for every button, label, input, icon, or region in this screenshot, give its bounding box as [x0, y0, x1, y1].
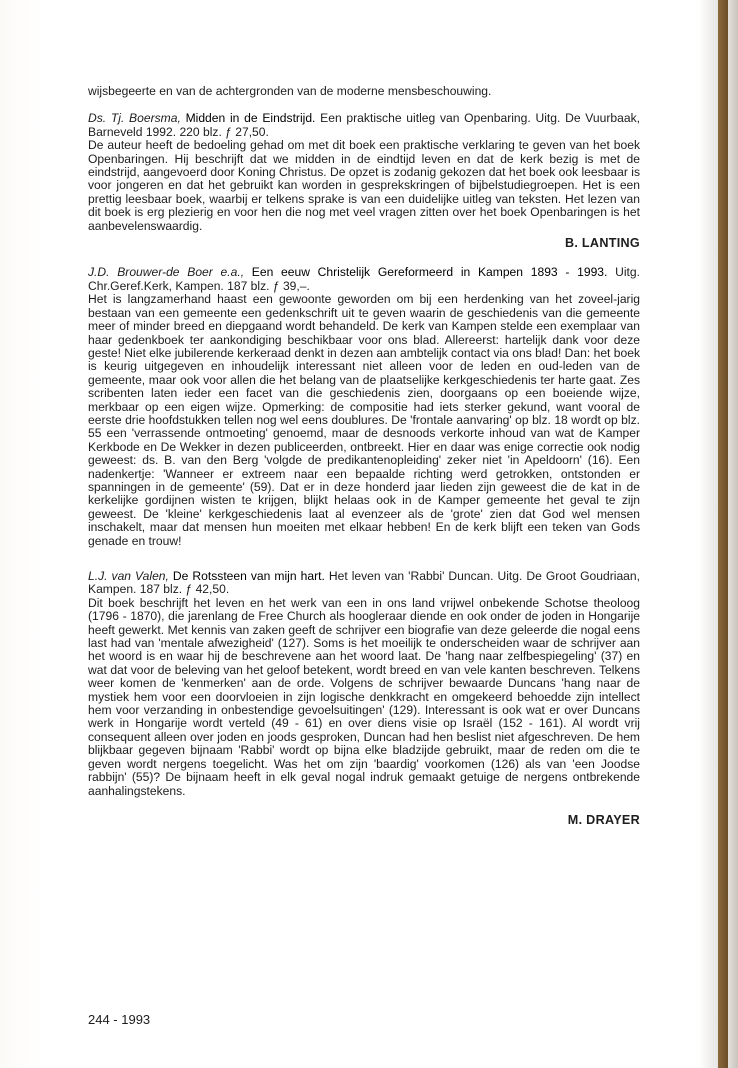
review-body: De auteur heeft de bedoeling gehad om met dit boek een praktische verklaring te geven van het boek Openbaringen. Hij beschrijft dat we midden in de eindtijd leven en dat de kerk bezig is met de eindstrijd, aangevoerd door Koning Christus. De opzet is zodanig gekozen dat het boek ook leesbaar is voor jongeren en dat het gebruikt kan worden in gesprekskringen of bijbelstudiegroepen. Het is een prettig leesbaar boek, waarbij er telkens sprake is van een duidelijke uitleg van teksten. Het lezen van dit boek is erg plezierig en voor hen die nog met veel vragen zitten over het boek Openbaringen is het aanbevelenswaardig. — [88, 138, 640, 233]
review-author: L.J. van Valen, — [88, 569, 169, 583]
review-title: De Rotssteen van mijn hart. — [172, 569, 325, 583]
review-van-valen — [88, 570, 640, 827]
review-publication: Een praktische uitleg van Openbaring. Uitg. De Vuurbaak, Barneveld 1992. 220 blz. ƒ 27,50. — [88, 111, 640, 139]
review-boersma — [88, 112, 640, 250]
folio-text: 244 - 1993 — [88, 1012, 151, 1027]
review-brouwer — [88, 266, 640, 548]
book-spine — [718, 0, 728, 1068]
review-signature: B. LANTING — [564, 236, 640, 251]
review-body: Dit boek beschrijft het leven en het werk van een in ons land vrijwel onbekende Schotse theoloog (1796 - 1870), die jarenlang de Free Church als hoogleraar diende en ook onder de joden in Hongarije heeft gewerkt. Met kennis van zaken geeft de schrijver een biografie van deze geleerde die nogal eens last had van 'mentale afwezigheid' (127). Soms is het moeilijk te onderscheiden waar de schrijver aan het woord is en waar hij de beschrevene aan het woord laat. De 'hang naar zelfbespiegeling' (37) en wat dat voor de beleving van het geloof betekent, wordt breed en van vele kanten beschreven. Telkens weer komen de 'kenmerken' aan de orde. Volgens de schrijver bewaarde Duncans 'hang naar de mystiek hem voor een doorvloeien in zijn logische denkkracht en omgekeerd behoedde zijn intellect hem voor verzanding in onbestendige gevoelsuitingen' (129). Interessant is ook wat er over Duncans werk in Hongarije wordt verteld (49 - 61) en over diens visie op Israël (152 - 161). Al wordt vrij consequent alleen over joden en joods gesproken, Duncan had hen beslist niet afgeschreven. De hem blijkbaar gegeven bijnaam 'Rabbi' wordt op bijna elke bladzijde gebruikt, maar de reden om die te geven wordt nergens toegelicht. Was het om zijn 'baardig' voorkomen (126) als van 'een Joodse rabbijn' (55)? De bijnaam heeft in elk geval nogal indruk gemaakt getuige de nergens ontbrekende aanhalingstekens. — [88, 595, 640, 798]
review-title: Een eeuw Christelijk Gereformeerd in Kampen 1893 - 1993. — [251, 265, 608, 280]
review-publication: Uitg. Chr.Geref.Kerk, Kampen. 187 blz. ƒ 39,–. — [88, 265, 640, 293]
intro-line: wijsbegeerte en van de achtergronden van de moderne mensbeschouwing. — [88, 84, 492, 98]
review-citation — [88, 112, 640, 139]
review-signature: M. DRAYER — [567, 812, 640, 827]
page-number — [88, 1012, 150, 1027]
review-author: J.D. Brouwer-de Boer e.a., — [88, 265, 245, 280]
review-title: Midden in de Eindstrijd. — [185, 111, 316, 126]
review-citation — [88, 570, 640, 597]
article-column — [88, 85, 640, 831]
gutter-shadow — [700, 0, 718, 1068]
review-body: Het is langzamerhand haast een gewoonte geworden om bij een herdenking van het zoveel-jarig bestaan van een gemeente een gedenkschrift uit te geven waarin de geschiedenis van die gemeente meer of minder breed en diepgaand wordt behandeld. De kerk van Kampen stelde een exemplaar van haar gedenkboek ter aankondiging beschikbaar voor ons blad. Allereerst: hartelijk dank voor deze geste! Niet elke jubilerende kerkeraad denkt in dezen aan ambtelijk contact via ons blad! Dan: het boek is keurig uitgegeven en inhoudelijk interessant niet alleen voor de leden en oud-leden van de gemeente, maar ook voor allen die het belang van de plaatselijke kerkgeschiedenis ter harte gaat. Zes scribenten laten ieder een facet van die geschiedenis zien, doorgaans op een boeiende wijze, merkbaar op een eigen wijze. Opmerking: de compositie had iets sterker gekund, want vooral de eerste drie hoofdstukken tellen nog wel eens doublures. De 'frontale aanvaring' op blz. 18 wordt op blz. 55 een 'verrassende ontmoeting' genoemd, maar de desnoods verkorte inhoud van wat de Kamper Kerkbode en De Wekker in dezen publiceerden, ontbreekt. Hier en daar was enige correctie ook nodig geweest: ds. B. van den Berg 'volgde de predikantenopleiding' zeker niet 'in Apeldoorn' (16). Een nadenkertje: 'Wanneer er extreem naar een bepaalde richting werd getrokken, ontstonden er spanningen in de gemeente' (59). Dat er in deze honderd jaar lieden zijn geweest die de kat in de kerkelijke gordijnen wisten te krijgen, blijkt helaas ook in de Kamper gemeente het geval te zijn geweest. De 'kleine' kerkgeschiedenis laat al evenzeer als de 'grote' zien dat God wel mensen inschakelt, maar dat mensen hun moeiten met elkaar hebben! En de kerk blijft een teken van Gods genade en trouw! — [88, 292, 640, 548]
spacer — [88, 798, 640, 810]
spacer — [88, 552, 640, 570]
review-author: Ds. Tj. Boersma, — [88, 111, 181, 126]
page-edge — [728, 0, 738, 1068]
review-citation — [88, 266, 640, 293]
review-publication: Het leven van 'Rabbi' Duncan. Uitg. De Groot Goudriaan, Kampen. 187 blz. ƒ 42,50. — [88, 569, 640, 597]
